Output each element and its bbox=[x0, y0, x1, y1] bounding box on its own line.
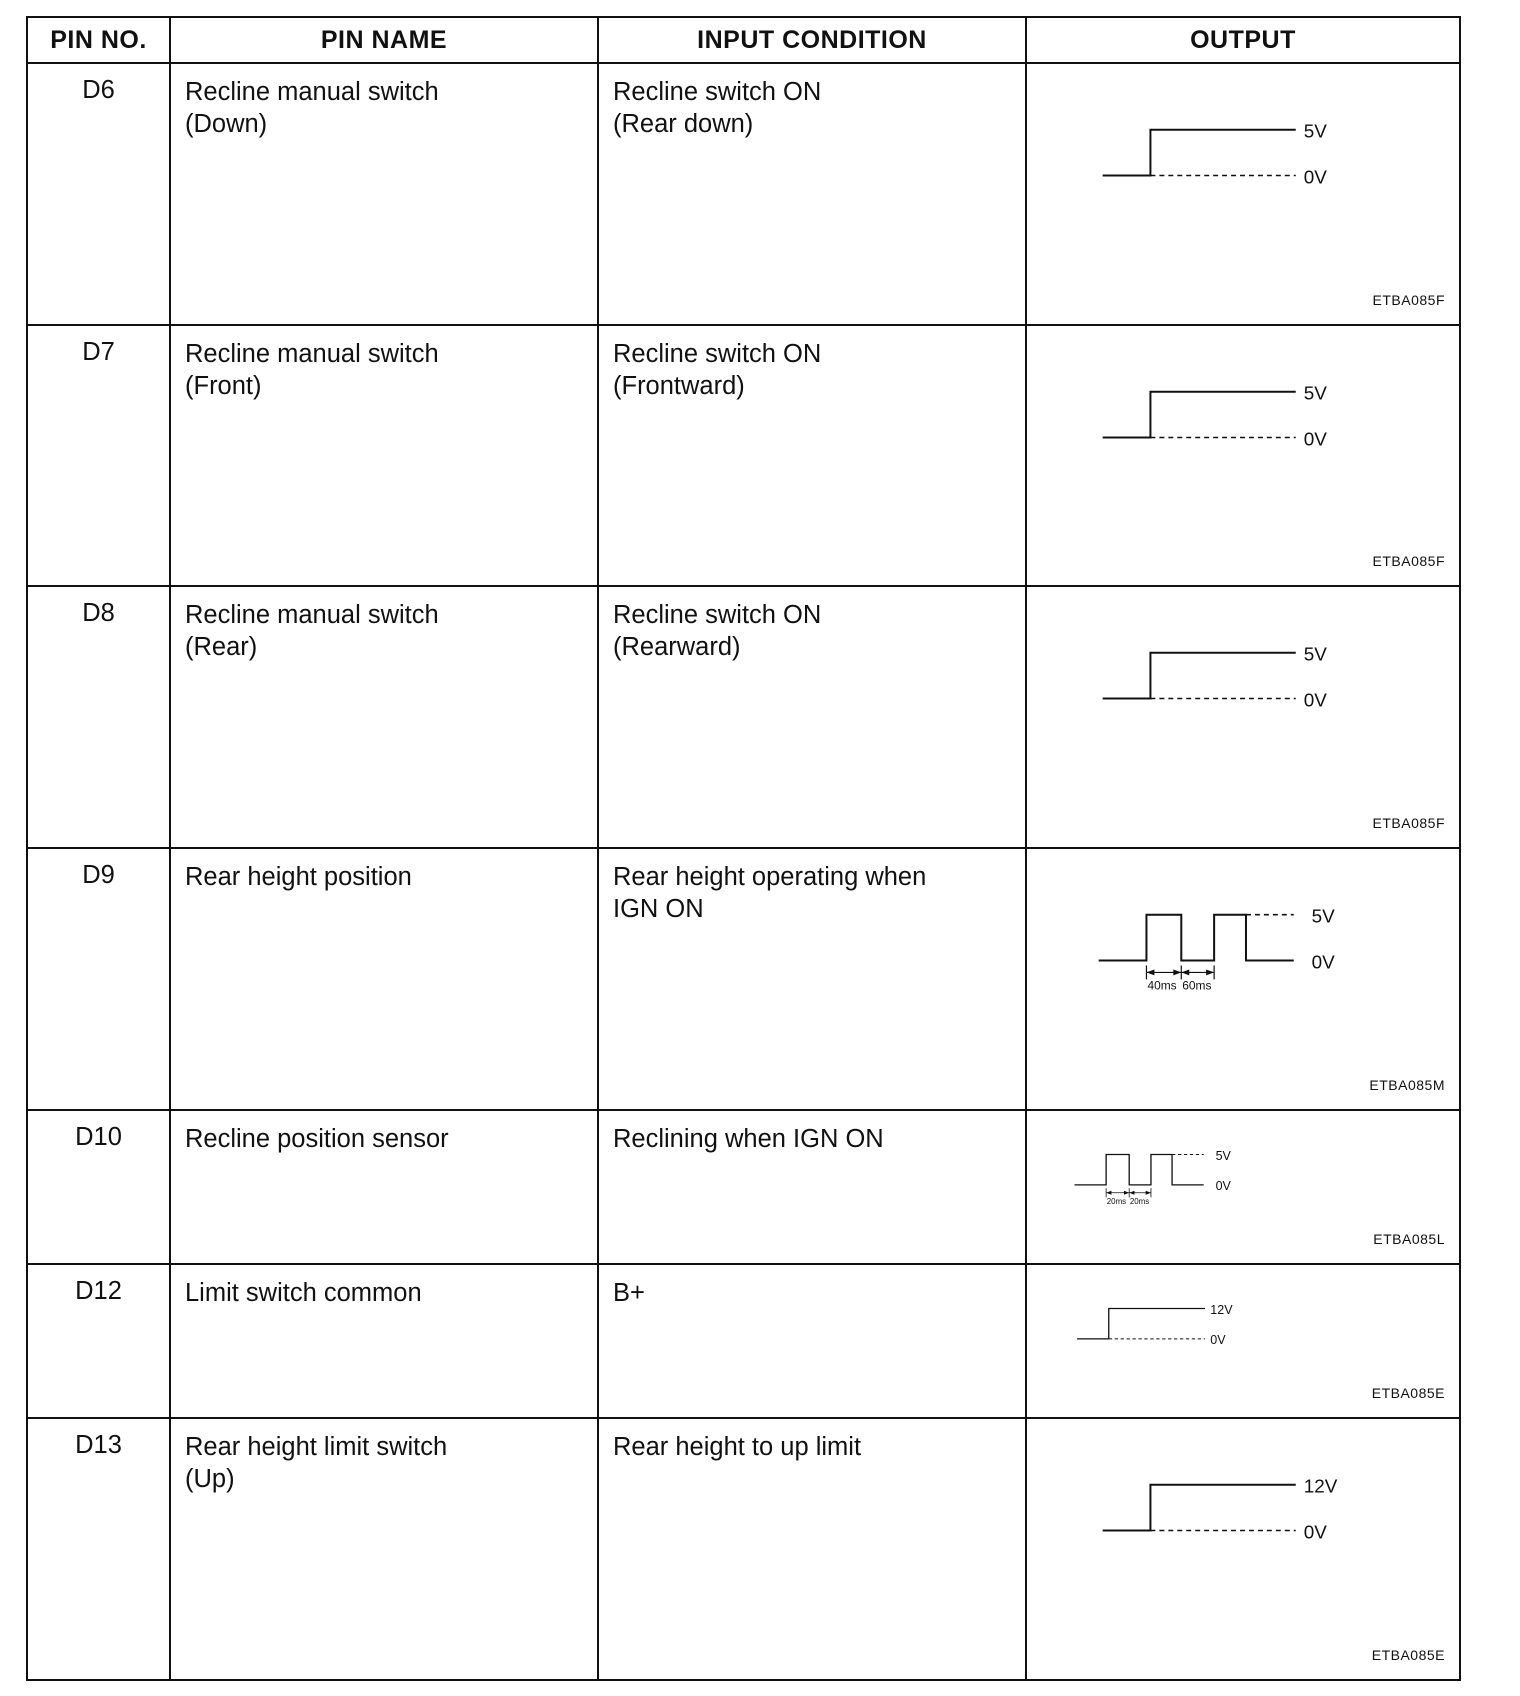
table-row bbox=[27, 1264, 1460, 1418]
waveform-high-label: 5V bbox=[1303, 645, 1327, 667]
timing-label-2: 20ms bbox=[1129, 1196, 1150, 1206]
output-waveform-cell bbox=[1026, 1418, 1460, 1680]
pin-name-cell: Limit switch common bbox=[170, 1264, 598, 1418]
input-condition-cell: B+ bbox=[598, 1264, 1026, 1418]
waveform-pulse-line bbox=[1074, 1154, 1203, 1184]
pin-number-cell: D8 bbox=[27, 586, 170, 848]
input-condition-cell: Rear height operating when IGN ON bbox=[598, 848, 1026, 1110]
figure-reference-code: ETBA085F bbox=[1372, 291, 1445, 308]
pin-number-cell: D12 bbox=[27, 1264, 170, 1418]
pin-name-cell: Recline manual switch (Front) bbox=[170, 325, 598, 587]
header-input-condition: INPUT CONDITION bbox=[598, 17, 1026, 63]
timing-arrow bbox=[1173, 969, 1181, 975]
table-row bbox=[27, 325, 1460, 587]
waveform-high-label: 5V bbox=[1303, 121, 1327, 143]
figure-reference-code: ETBA085L bbox=[1373, 1231, 1445, 1247]
output-waveform-cell bbox=[1026, 586, 1460, 848]
output-waveform-cell bbox=[1026, 325, 1460, 587]
figure-reference-code: ETBA085F bbox=[1372, 815, 1445, 832]
pin-table bbox=[26, 16, 1461, 1681]
input-condition-cell: Recline switch ON (Rearward) bbox=[598, 586, 1026, 848]
input-condition-cell: Recline switch ON (Frontward) bbox=[598, 325, 1026, 587]
input-condition-cell: Reclining when IGN ON bbox=[598, 1110, 1026, 1264]
waveform-high-label: 5V bbox=[1303, 383, 1327, 405]
figure-reference-code: ETBA085E bbox=[1371, 1647, 1445, 1663]
pin-number-cell: D9 bbox=[27, 848, 170, 1110]
timing-arrow bbox=[1146, 1190, 1151, 1194]
waveform-pulse-line bbox=[1099, 915, 1294, 961]
header-row bbox=[27, 17, 1460, 63]
pin-number-cell: D7 bbox=[27, 325, 170, 587]
waveform-signal-line bbox=[1077, 1309, 1205, 1339]
header-output: OUTPUT bbox=[1026, 17, 1460, 63]
waveform-high-label: 5V bbox=[1311, 906, 1335, 928]
waveform-low-label: 0V bbox=[1215, 1178, 1231, 1193]
timing-label-1: 20ms bbox=[1106, 1196, 1127, 1206]
figure-reference-code: ETBA085F bbox=[1372, 553, 1445, 570]
input-condition-cell: Rear height to up limit bbox=[598, 1418, 1026, 1680]
timing-arrow bbox=[1129, 1190, 1134, 1194]
header-pin-no: PIN NO. bbox=[27, 17, 170, 63]
waveform-signal-line bbox=[1103, 1485, 1296, 1531]
table-row bbox=[27, 848, 1460, 1110]
waveform-signal-line bbox=[1103, 653, 1296, 699]
timing-arrow bbox=[1106, 1190, 1111, 1194]
waveform-low-label: 0V bbox=[1303, 429, 1327, 451]
timing-arrow bbox=[1206, 969, 1214, 975]
waveform-signal-line bbox=[1103, 130, 1296, 176]
pin-number-cell: D13 bbox=[27, 1418, 170, 1680]
pin-name-cell: Recline manual switch (Rear) bbox=[170, 586, 598, 848]
output-waveform-cell bbox=[1026, 1110, 1460, 1264]
output-waveform-cell bbox=[1026, 1264, 1460, 1418]
pin-number-cell: D6 bbox=[27, 63, 170, 325]
timing-label-2: 60ms bbox=[1182, 978, 1212, 993]
input-condition-cell: Recline switch ON (Rear down) bbox=[598, 63, 1026, 325]
output-waveform-cell bbox=[1026, 848, 1460, 1110]
pin-number-cell: D10 bbox=[27, 1110, 170, 1264]
timing-arrow bbox=[1146, 969, 1154, 975]
waveform-low-label: 0V bbox=[1303, 690, 1327, 712]
pin-name-cell: Rear height limit switch (Up) bbox=[170, 1418, 598, 1680]
table-row bbox=[27, 1110, 1460, 1264]
waveform-high-label: 12V bbox=[1210, 1302, 1233, 1317]
output-waveform-cell bbox=[1026, 63, 1460, 325]
table-row bbox=[27, 586, 1460, 848]
pin-name-cell: Recline position sensor bbox=[170, 1110, 598, 1264]
figure-reference-code: ETBA085E bbox=[1371, 1385, 1445, 1402]
timing-arrow bbox=[1124, 1190, 1129, 1194]
figure-reference-code: ETBA085M bbox=[1369, 1076, 1445, 1093]
timing-arrow bbox=[1181, 969, 1189, 975]
waveform-high-label: 12V bbox=[1303, 1476, 1338, 1498]
waveform-low-label: 0V bbox=[1311, 952, 1335, 974]
header-pin-name: PIN NAME bbox=[170, 17, 598, 63]
waveform-low-label: 0V bbox=[1210, 1333, 1226, 1348]
waveform-low-label: 0V bbox=[1303, 167, 1327, 189]
waveform-high-label: 5V bbox=[1215, 1148, 1231, 1163]
waveform-low-label: 0V bbox=[1303, 1522, 1327, 1544]
table-row bbox=[27, 1418, 1460, 1680]
timing-label-1: 40ms bbox=[1147, 978, 1177, 993]
pin-name-cell: Rear height position bbox=[170, 848, 598, 1110]
pin-name-cell: Recline manual switch (Down) bbox=[170, 63, 598, 325]
table-row bbox=[27, 63, 1460, 325]
waveform-signal-line bbox=[1103, 391, 1296, 437]
